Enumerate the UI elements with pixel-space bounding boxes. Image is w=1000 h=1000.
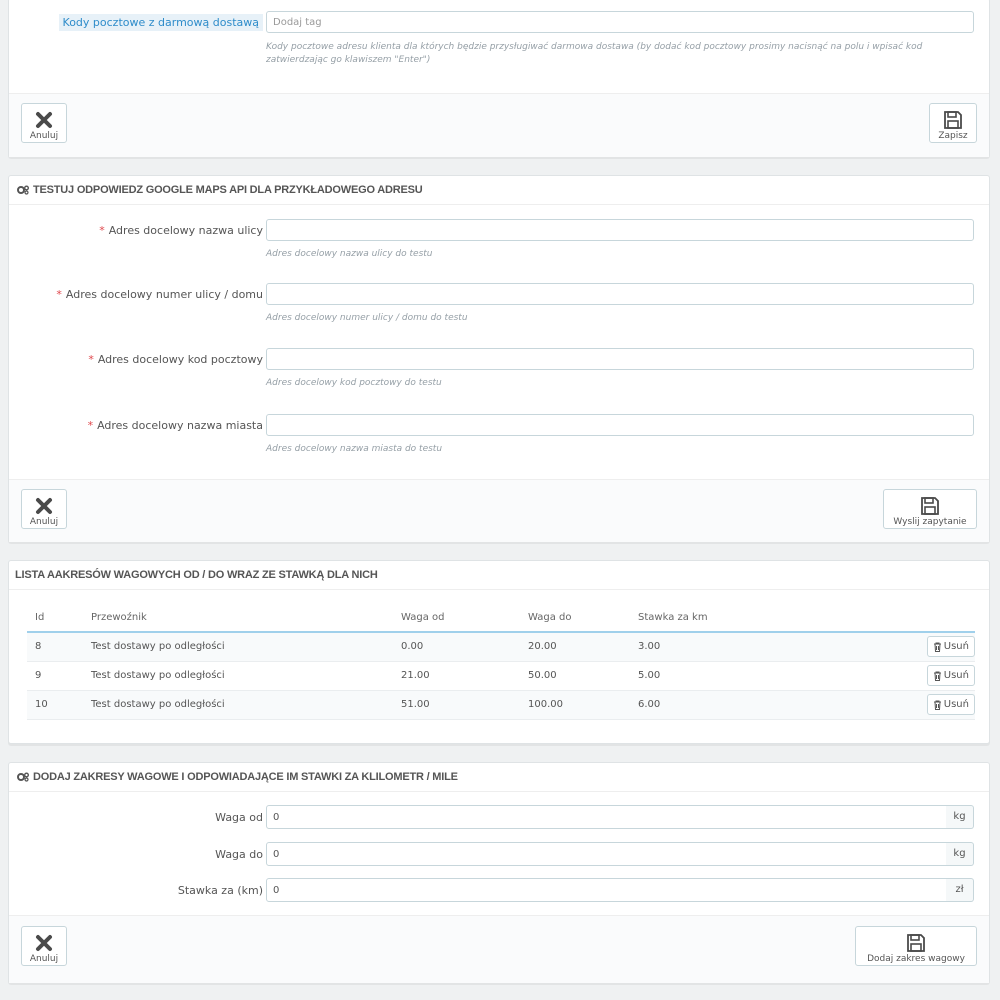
cogs-icon bbox=[17, 185, 29, 195]
cancel-label: Anuluj bbox=[29, 131, 59, 141]
cell-rate: 3.00 bbox=[630, 632, 810, 661]
floppy-disk-icon bbox=[943, 109, 963, 131]
street-number-label: * Adres docelowy numer ulicy / domu bbox=[56, 288, 263, 301]
table-row bbox=[27, 632, 975, 661]
table-row bbox=[27, 661, 975, 690]
weight-ranges-list-panel bbox=[8, 560, 990, 744]
panel-title: DODAJ ZAKRESY WAGOWE I ODPOWIADAJĄCE IM STAWKI ZA KLILOMETR / MILE bbox=[33, 770, 458, 783]
street-number-help: Adres docelowy numer ulicy / domu do testu bbox=[266, 313, 468, 323]
required-mark: * bbox=[88, 353, 94, 366]
postal-code-label: * Adres docelowy kod pocztowy bbox=[88, 353, 263, 366]
rate-per-km-group bbox=[266, 878, 974, 902]
weight-to-row bbox=[9, 842, 989, 868]
close-icon bbox=[35, 109, 53, 131]
cancel-button[interactable] bbox=[21, 103, 67, 143]
cell-weight-to: 50.00 bbox=[520, 661, 630, 690]
column-rate-per-km: Stawka za km bbox=[630, 604, 810, 632]
cell-id: 9 bbox=[27, 661, 83, 690]
weight-to-group bbox=[266, 842, 974, 866]
cell-carrier: Test dostawy po odległości bbox=[83, 632, 393, 661]
city-name-row bbox=[9, 414, 989, 459]
send-request-button[interactable] bbox=[883, 489, 977, 529]
weight-ranges-list-heading bbox=[9, 561, 989, 590]
unit-addon: kg bbox=[946, 805, 974, 829]
street-number-input[interactable] bbox=[266, 283, 974, 305]
weight-to-label: Waga do bbox=[215, 848, 263, 861]
street-name-label: * Adres docelowy nazwa ulicy bbox=[99, 224, 263, 237]
cell-actions bbox=[810, 632, 975, 661]
column-actions bbox=[810, 604, 975, 632]
delete-label: Usuń bbox=[943, 641, 969, 653]
required-mark: * bbox=[99, 224, 105, 237]
table-row bbox=[27, 690, 975, 719]
panel-title: LISTA AAKRESÓW WAGOWYCH OD / DO WRAZ ZE STAWKĄ DLA NICH bbox=[15, 568, 378, 581]
cell-id: 10 bbox=[27, 690, 83, 719]
add-weight-range-button[interactable] bbox=[855, 926, 977, 966]
add-weight-range-panel bbox=[8, 762, 990, 983]
weight-to-input[interactable] bbox=[266, 842, 947, 866]
cell-weight-to: 20.00 bbox=[520, 632, 630, 661]
send-request-label: Wyslij zapytanie bbox=[893, 517, 967, 527]
close-icon bbox=[35, 932, 53, 954]
column-weight-to: Waga do bbox=[520, 604, 630, 632]
weight-from-label: Waga od bbox=[215, 811, 263, 824]
cell-weight-to: 100.00 bbox=[520, 690, 630, 719]
weight-ranges-table bbox=[27, 604, 975, 720]
postal-code-row bbox=[9, 348, 989, 393]
trash-icon bbox=[933, 642, 942, 652]
city-name-help: Adres docelowy nazwa miasta do testu bbox=[266, 444, 443, 454]
postal-codes-tag-input[interactable] bbox=[266, 11, 974, 33]
cell-weight-from: 51.00 bbox=[393, 690, 520, 719]
close-icon bbox=[35, 495, 53, 517]
cancel-label: Anuluj bbox=[29, 517, 59, 527]
rate-per-km-row bbox=[9, 878, 989, 904]
cell-actions bbox=[810, 661, 975, 690]
street-name-row bbox=[9, 219, 989, 264]
delete-button[interactable] bbox=[927, 665, 975, 686]
street-name-input[interactable] bbox=[266, 219, 974, 241]
free-shipping-panel bbox=[8, 0, 990, 157]
cell-rate: 5.00 bbox=[630, 661, 810, 690]
trash-icon bbox=[933, 671, 942, 681]
weight-from-row bbox=[9, 805, 989, 831]
panel-title: TESTUJ ODPOWIEDZ GOOGLE MAPS API DLA PRZYKŁADOWEGO ADRESU bbox=[33, 183, 423, 196]
cell-weight-from: 21.00 bbox=[393, 661, 520, 690]
cell-carrier: Test dostawy po odległości bbox=[83, 661, 393, 690]
unit-addon: kg bbox=[946, 842, 974, 866]
cell-id: 8 bbox=[27, 632, 83, 661]
cell-rate: 6.00 bbox=[630, 690, 810, 719]
cancel-button[interactable] bbox=[21, 926, 67, 966]
save-label: Zapisz bbox=[938, 131, 968, 141]
street-name-help: Adres docelowy nazwa ulicy do testu bbox=[266, 249, 433, 259]
add-weight-range-heading bbox=[9, 763, 989, 792]
cell-carrier: Test dostawy po odległości bbox=[83, 690, 393, 719]
add-weight-range-label: Dodaj zakres wagowy bbox=[867, 954, 965, 964]
postal-code-input[interactable] bbox=[266, 348, 974, 370]
cell-actions bbox=[810, 690, 975, 719]
cell-weight-from: 0.00 bbox=[393, 632, 520, 661]
cancel-label: Anuluj bbox=[29, 954, 59, 964]
required-mark: * bbox=[56, 288, 62, 301]
weight-from-group bbox=[266, 805, 974, 829]
cogs-icon bbox=[17, 772, 29, 782]
floppy-disk-icon bbox=[920, 495, 940, 517]
google-maps-test-heading bbox=[9, 176, 989, 205]
column-weight-from: Waga od bbox=[393, 604, 520, 632]
rate-per-km-input[interactable] bbox=[266, 878, 947, 902]
delete-label: Usuń bbox=[943, 670, 969, 681]
panel4-footer bbox=[9, 915, 989, 983]
rate-per-km-label: Stawka za (km) bbox=[177, 884, 263, 897]
column-id: Id bbox=[27, 604, 83, 632]
delete-button[interactable] bbox=[927, 636, 975, 657]
panel1-footer bbox=[9, 93, 989, 157]
weight-from-input[interactable] bbox=[266, 805, 947, 829]
delete-button[interactable] bbox=[927, 694, 975, 715]
google-maps-test-panel bbox=[8, 175, 990, 542]
save-button[interactable] bbox=[929, 103, 977, 143]
postal-codes-row bbox=[9, 11, 989, 81]
delete-label: Usuń bbox=[943, 699, 969, 710]
required-mark: * bbox=[87, 419, 94, 432]
floppy-disk-icon bbox=[906, 932, 926, 954]
postal-codes-label: Kody pocztowe z darmową dostawą bbox=[59, 14, 263, 31]
street-number-row bbox=[9, 283, 989, 328]
column-carrier: Przewoźnik bbox=[83, 604, 393, 632]
panel2-footer bbox=[9, 479, 989, 542]
unit-addon: zł bbox=[946, 878, 974, 902]
postal-codes-help: Kody pocztowe adresu klienta dla których będzie przysługiwać darmowa dostawa (by dodać kod pocztowy prosimy nacisnąć na polu i wpisać kod zatwierdzając go klawiszem "Enter") bbox=[266, 42, 923, 65]
city-name-input[interactable] bbox=[266, 414, 974, 436]
trash-icon bbox=[933, 700, 942, 710]
cancel-button[interactable] bbox=[21, 489, 67, 529]
city-name-label: * Adres docelowy nazwa miasta bbox=[87, 419, 263, 432]
postal-code-help: Adres docelowy kod pocztowy do testu bbox=[266, 378, 442, 388]
table-header-row bbox=[27, 604, 975, 632]
